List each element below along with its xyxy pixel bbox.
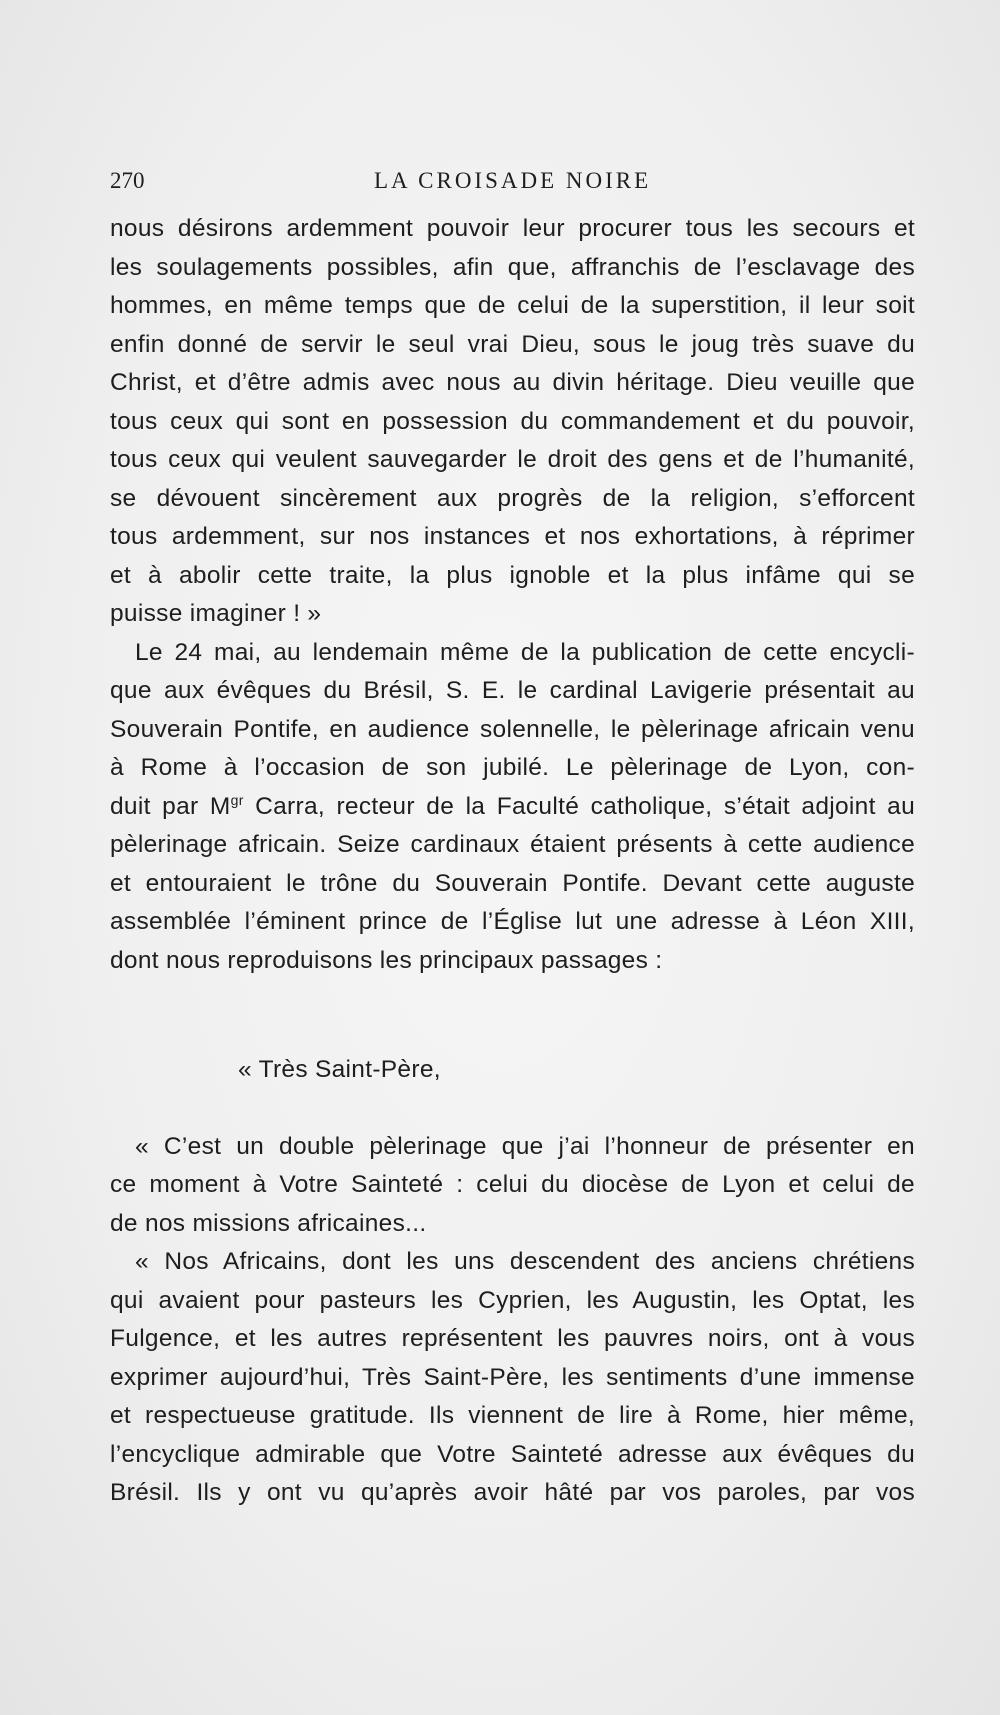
text-line: dont nous reproduisons les principaux passages :	[110, 946, 663, 974]
text-fragment: duit par M	[110, 792, 231, 820]
paragraph-quote-end	[110, 210, 915, 634]
text-line: Brésil. Ils y ont vu qu’après avoir hâté par vos paroles, par vos	[110, 1479, 915, 1506]
text-line: Le 24 mai, au lendemain même de la publication de cette encycli-	[135, 638, 915, 666]
text-line: de nos missions africaines...	[110, 1209, 427, 1237]
text-line: à Rome à l’occasion de son jubilé. Le pèlerinage de Lyon, con-	[110, 754, 915, 781]
paragraph-africans	[110, 1243, 915, 1513]
blank-space	[110, 1090, 915, 1128]
text-line: et entouraient le trône du Souverain Pontife. Devant cette auguste	[110, 869, 915, 897]
text-line: Fulgence, et les autres représentent les pauvres noirs, ont à vous	[110, 1325, 915, 1352]
text-line: puisse imaginer ! »	[110, 600, 322, 627]
text-line: nous désirons ardemment pouvoir leur procurer tous les secours et	[110, 215, 915, 242]
text-line: exprimer aujourd’hui, Très Saint-Père, les sentiments d’une immense	[110, 1363, 915, 1391]
page-number: 270	[110, 168, 145, 193]
text-line: tous ceux qui veulent sauvegarder le droit des gens et de l’humanité,	[110, 446, 915, 473]
body-text	[110, 210, 915, 1513]
page-header	[110, 168, 915, 198]
text-fragment: Carra, recteur de la Faculté catholique, s’était adjoint au	[243, 792, 915, 820]
text-line: tous ceux qui sont en possession du commandement et du pouvoir,	[110, 407, 915, 435]
text-line: « C’est un double pèlerinage que j’ai l’honneur de présenter en	[135, 1132, 915, 1160]
running-title: LA CROISADE NOIRE	[374, 168, 652, 193]
text-line: et à abolir cette traite, la plus ignoble et la plus infâme qui se	[110, 561, 915, 589]
paragraph-audience	[110, 634, 915, 981]
text-line: tous ardemment, sur nos instances et nos exhortations, à réprimer	[110, 523, 915, 550]
text-line: enfin donné de servir le seul vrai Dieu, sous le joug très suave du	[110, 330, 915, 358]
blank-space	[110, 980, 915, 1051]
text-line: qui avaient pour pasteurs les Cyprien, les Augustin, les Optat, les	[110, 1286, 915, 1314]
salutation: « Très Saint-Père,	[238, 1056, 441, 1083]
text-line: « Nos Africains, dont les uns descendent des anciens chrétiens	[135, 1248, 915, 1275]
text-line: hommes, en même temps que de celui de la superstition, il leur soit	[110, 292, 915, 319]
paragraph-double-pilgrimage	[110, 1128, 915, 1244]
text-line: pèlerinage africain. Seize cardinaux étaient présents à cette audience	[110, 831, 915, 858]
text-line: ce moment à Votre Sainteté : celui du diocèse de Lyon et celui de	[110, 1171, 915, 1198]
text-line: Souverain Pontife, en audience solennelle, le pèlerinage africain venu	[110, 715, 915, 743]
text-line: Christ, et d’être admis avec nous au divin héritage. Dieu veuille que	[110, 369, 915, 396]
text-line: et respectueuse gratitude. Ils viennent de lire à Rome, hier même,	[110, 1402, 915, 1429]
text-line: se dévouent sincèrement aux progrès de la religion, s’efforcent	[110, 484, 915, 512]
text-line: que aux évêques du Brésil, S. E. le cardinal Lavigerie présentait au	[110, 677, 915, 704]
superscript-abbreviation: gr	[230, 791, 244, 808]
text-line: l’encyclique admirable que Votre Sainteté adresse aux évêques du	[110, 1440, 915, 1468]
text-line: les soulagements possibles, afin que, affranchis de l’esclavage des	[110, 253, 915, 281]
text-line: assemblée l’éminent prince de l’Église lut une adresse à Léon XIII,	[110, 908, 915, 935]
text-line-monseigneur	[110, 788, 915, 827]
